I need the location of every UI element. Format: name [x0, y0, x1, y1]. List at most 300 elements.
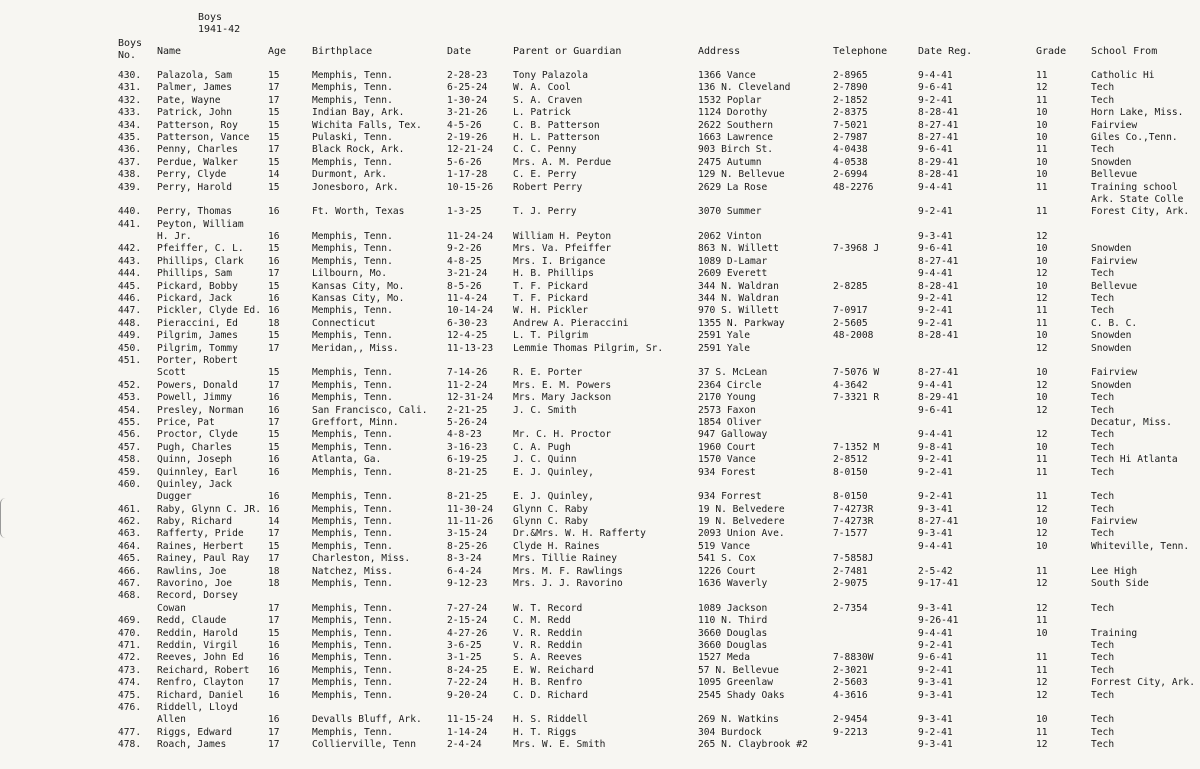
address: 1355 N. Parkway [698, 317, 785, 329]
date-registered: 9-4-41 [918, 627, 953, 639]
student-name: Perry, Thomas [157, 206, 233, 218]
date-registered: 9-6-41 [918, 144, 953, 156]
table-row [0, 95, 1200, 107]
age: 17 [268, 379, 280, 391]
age: 16 [268, 664, 280, 676]
date-registered: 9-2-41 [918, 466, 953, 478]
birthplace: Memphis, Tenn. [312, 466, 393, 478]
parent-guardian: H. S. Riddell [513, 714, 589, 726]
age: 17 [268, 82, 280, 94]
table-row [0, 665, 1200, 677]
grade: 12 [1036, 689, 1048, 701]
table-row [0, 479, 1200, 491]
entry-number: 462. [118, 516, 142, 528]
student-name: Patterson, Roy [157, 119, 238, 131]
table-row [0, 194, 1200, 206]
header-date-reg: Date Reg. [918, 46, 973, 57]
student-name: Pilgrim, Tommy [157, 342, 238, 354]
parent-guardian: H. B. Renfro [513, 677, 583, 689]
telephone: 7-8830W [833, 652, 874, 664]
age: 15 [268, 181, 280, 193]
entry-number: 457. [118, 441, 142, 453]
birthplace: Memphis, Tenn. [312, 305, 393, 317]
entry-number: 469. [118, 615, 142, 627]
table-row [0, 640, 1200, 652]
address: 1366 Vance [698, 70, 756, 81]
student-name: Reddin, Virgil [157, 639, 238, 651]
school-from: Snowden [1091, 156, 1132, 168]
telephone: 2-8375 [833, 107, 868, 119]
parent-guardian: E. J. Quinley, [513, 466, 594, 478]
grade: 12 [1036, 739, 1048, 751]
table-row [0, 429, 1200, 441]
entry-number: 455. [118, 416, 142, 428]
parent-guardian: Glynn C. Raby [513, 503, 589, 515]
entry-number: 456. [118, 429, 142, 441]
parent-guardian: S. A. Craven [513, 94, 583, 106]
parent-guardian: E. W. Reichard [513, 664, 594, 676]
entry-number: 453. [118, 392, 142, 404]
birthplace: Memphis, Tenn. [312, 627, 393, 639]
birthplace: Pulaski, Tenn. [312, 131, 393, 143]
entry-number: 476. [118, 701, 142, 713]
birth-date: 6-19-25 [447, 454, 488, 466]
age: 17 [268, 94, 280, 106]
birthplace: Indian Bay, Ark. [312, 107, 405, 119]
table-row [0, 367, 1200, 379]
age: 16 [268, 255, 280, 267]
school-from: Tech [1091, 689, 1115, 701]
telephone: 2-8512 [833, 454, 868, 466]
birth-date: 7-22-24 [447, 677, 488, 689]
birthplace: Memphis, Tenn. [312, 516, 393, 528]
date-registered: 2-5-42 [918, 565, 953, 577]
grade: 11 [1036, 466, 1048, 478]
grade: 11 [1036, 305, 1048, 317]
birthplace: Natchez, Miss. [312, 565, 393, 577]
date-registered: 9-3-41 [918, 231, 953, 243]
birthplace: Greffort, Minn. [312, 416, 399, 428]
date-registered: 8-27-41 [918, 131, 959, 143]
school-from: Tech [1091, 739, 1115, 751]
telephone: 7-3968 J [833, 243, 880, 255]
birth-date: 2-28-23 [447, 70, 488, 81]
date-registered: 8-27-41 [918, 516, 959, 528]
address: 269 N. Watkins [698, 714, 779, 726]
table-row [0, 739, 1200, 751]
telephone: 48-2276 [833, 181, 874, 193]
student-name: Patterson, Vance [157, 131, 250, 143]
address: 2062 Vinton [698, 231, 762, 243]
grade: 10 [1036, 540, 1048, 552]
grade: 10 [1036, 714, 1048, 726]
table-row [0, 281, 1200, 293]
student-name: Richard, Daniel [157, 689, 244, 701]
student-name: Pate, Wayne [157, 94, 221, 106]
table-row [0, 330, 1200, 342]
birthplace: Durmont, Ark. [312, 169, 388, 181]
age: 17 [268, 144, 280, 156]
table-row [0, 677, 1200, 689]
age: 17 [268, 553, 280, 565]
header-parent: Parent or Guardian [513, 46, 622, 57]
school-from: Tech [1091, 82, 1115, 94]
birth-date: 9-2-26 [447, 243, 482, 255]
table-row [0, 405, 1200, 417]
telephone: 4-3642 [833, 379, 868, 391]
age: 14 [268, 516, 280, 528]
student-name: Raby, Richard [157, 516, 233, 528]
telephone: 2-7987 [833, 131, 868, 143]
date-registered: 9-2-41 [918, 206, 953, 218]
age: 16 [268, 503, 280, 515]
address: 110 N. Third [698, 615, 768, 627]
date-registered: 9-6-41 [918, 404, 953, 416]
school-from: Tech [1091, 293, 1115, 305]
address: 2170 Young [698, 392, 756, 404]
sheet-title [198, 12, 240, 36]
student-name: Palazola, Sam [157, 70, 233, 81]
student-name: Porter, Robert [157, 354, 238, 366]
date-registered: 9-6-41 [918, 243, 953, 255]
student-name: Phillips, Clark [157, 255, 244, 267]
student-name: Quinley, Jack [157, 478, 233, 490]
grade: 11 [1036, 70, 1048, 81]
parent-guardian: C. A. Pugh [513, 441, 571, 453]
date-registered: 9-2-41 [918, 305, 953, 317]
birth-date: 8-21-25 [447, 491, 488, 503]
table-row [0, 219, 1200, 231]
telephone: 2-8285 [833, 280, 868, 292]
age: 15 [268, 330, 280, 342]
grade: 12 [1036, 342, 1048, 354]
telephone: 2-7481 [833, 565, 868, 577]
entry-number: 446. [118, 293, 142, 305]
school-from: C. B. C. [1091, 317, 1138, 329]
parent-guardian: C. D. Richard [513, 689, 589, 701]
address: 136 N. Cleveland [698, 82, 791, 94]
parent-guardian: L. Patrick [513, 107, 571, 119]
address: 519 Vance [698, 540, 750, 552]
birthplace: Memphis, Tenn. [312, 615, 393, 627]
date-registered: 9-3-41 [918, 714, 953, 726]
parent-guardian: T. F. Pickard [513, 293, 589, 305]
birthplace: Ft. Worth, Texas [312, 206, 405, 218]
birth-date: 3-21-24 [447, 268, 488, 280]
telephone: 7-4273R [833, 503, 874, 515]
table-row [0, 417, 1200, 429]
age: 15 [268, 119, 280, 131]
age: 15 [268, 70, 280, 81]
table-row [0, 590, 1200, 602]
birth-date: 3-16-23 [447, 441, 488, 453]
entry-number: 463. [118, 528, 142, 540]
grade: 10 [1036, 627, 1048, 639]
date-registered: 9-3-41 [918, 503, 953, 515]
birthplace: Kansas City, Mo. [312, 293, 405, 305]
grade: 11 [1036, 491, 1048, 503]
student-name: Pugh, Charles [157, 441, 233, 453]
school-from: Training school [1091, 181, 1178, 193]
entry-number: 454. [118, 404, 142, 416]
school-from: Giles Co.,Tenn. [1091, 131, 1178, 143]
parent-guardian: Mrs. Va. Pfeiffer [513, 243, 612, 255]
age: 15 [268, 627, 280, 639]
address: 1854 Oliver [698, 416, 762, 428]
address: 2591 Yale [698, 342, 750, 354]
parent-guardian: S. A. Reeves [513, 652, 583, 664]
grade: 10 [1036, 441, 1048, 453]
date-registered: 9-2-41 [918, 317, 953, 329]
grade: 10 [1036, 330, 1048, 342]
school-from: Tech Hi Atlanta [1091, 454, 1178, 466]
date-registered: 9-2-41 [918, 94, 953, 106]
student-name: Riggs, Edward [157, 726, 233, 738]
title-line-2: 1941-42 [198, 24, 241, 35]
age: 17 [268, 268, 280, 280]
birthplace: Jonesboro, Ark. [312, 181, 399, 193]
table-row [0, 504, 1200, 516]
table-row [0, 132, 1200, 144]
address: 2573 Faxon [698, 404, 756, 416]
date-registered: 9-3-41 [918, 689, 953, 701]
parent-guardian: J. C. Quinn [513, 454, 577, 466]
age: 15 [268, 367, 280, 379]
age: 17 [268, 677, 280, 689]
grade: 12 [1036, 379, 1048, 391]
student-name: Pilgrim, James [157, 330, 238, 342]
age: 15 [268, 280, 280, 292]
entry-number: 475. [118, 689, 142, 701]
birth-date: 7-14-26 [447, 367, 488, 379]
entry-number: 459. [118, 466, 142, 478]
table-row [0, 182, 1200, 194]
telephone: 7-5858J [833, 553, 874, 565]
age: 15 [268, 131, 280, 143]
date-registered: 9-4-41 [918, 181, 953, 193]
address: 1570 Vance [698, 454, 756, 466]
birthplace: Memphis, Tenn. [312, 540, 393, 552]
parent-guardian: W. A. Cool [513, 82, 571, 94]
birthplace: Wichita Falls, Tex. [312, 119, 422, 131]
birthplace: Memphis, Tenn. [312, 491, 393, 503]
address: 863 N. Willett [698, 243, 779, 255]
birthplace: Memphis, Tenn. [312, 156, 393, 168]
address: 1532 Poplar [698, 94, 762, 106]
parent-guardian: H. B. Phillips [513, 268, 594, 280]
grade: 12 [1036, 503, 1048, 515]
parent-guardian: V. R. Reddin [513, 639, 583, 651]
school-from: Tech [1091, 268, 1115, 280]
address: 304 Burdock [698, 726, 762, 738]
parent-guardian: V. R. Reddin [513, 627, 583, 639]
birthplace: Memphis, Tenn. [312, 726, 393, 738]
school-from: Tech [1091, 652, 1115, 664]
birth-date: 1-30-24 [447, 94, 488, 106]
parent-guardian: H. T. Riggs [513, 726, 577, 738]
telephone: 7-0917 [833, 305, 868, 317]
table-row [0, 256, 1200, 268]
birth-date: 5-26-24 [447, 416, 488, 428]
address: 2364 Circle [698, 379, 762, 391]
birthplace: Memphis, Tenn. [312, 689, 393, 701]
grade: 12 [1036, 578, 1048, 590]
table-row [0, 553, 1200, 565]
grade: 12 [1036, 293, 1048, 305]
age: 16 [268, 231, 280, 243]
date-registered: 9-4-41 [918, 540, 953, 552]
birthplace: Memphis, Tenn. [312, 231, 393, 243]
parent-guardian: C. M. Redd [513, 615, 571, 627]
student-name: Rawlins, Joe [157, 565, 227, 577]
birth-date: 2-4-24 [447, 739, 482, 751]
entry-number: 478. [118, 739, 142, 751]
student-name: Pfeiffer, C. L. [157, 243, 244, 255]
address: 541 S. Cox [698, 553, 756, 565]
entry-number: 452. [118, 379, 142, 391]
birth-date: 2-15-24 [447, 615, 488, 627]
entry-number: 437. [118, 156, 142, 168]
entry-number: 472. [118, 652, 142, 664]
header-birthplace: Birthplace [312, 46, 373, 57]
table-row [0, 293, 1200, 305]
birth-date: 8-3-24 [447, 553, 482, 565]
address: 2622 Southern [698, 119, 774, 131]
birth-date: 8-24-25 [447, 664, 488, 676]
parent-guardian: T. F. Pickard [513, 280, 589, 292]
birth-date: 4-8-25 [447, 255, 482, 267]
birthplace: Lilbourn, Mo. [312, 268, 388, 280]
table-row [0, 578, 1200, 590]
registry-rows [0, 70, 1200, 751]
address: 19 N. Belvedere [698, 516, 785, 528]
address: 1636 Waverly [698, 578, 768, 590]
school-from: Fairview [1091, 367, 1138, 379]
entry-number: 451. [118, 354, 142, 366]
entry-number: 444. [118, 268, 142, 280]
header-name: Name [157, 46, 182, 57]
birthplace: Memphis, Tenn. [312, 677, 393, 689]
telephone: 4-0538 [833, 156, 868, 168]
entry-number: 436. [118, 144, 142, 156]
school-from: Tech [1091, 503, 1115, 515]
student-name: Phillips, Sam [157, 268, 233, 280]
date-registered: 9-8-41 [918, 441, 953, 453]
grade: 12 [1036, 602, 1048, 614]
grade: 12 [1036, 231, 1048, 243]
telephone: 48-2008 [833, 330, 874, 342]
age: 16 [268, 404, 280, 416]
school-from: Ark. State Colle [1091, 193, 1184, 205]
telephone: 7-3321 R [833, 392, 880, 404]
table-row [0, 70, 1200, 82]
student-name: Dugger [157, 491, 192, 503]
student-name: Record, Dorsey [157, 590, 238, 602]
age: 16 [268, 652, 280, 664]
telephone: 7-1577 [833, 528, 868, 540]
birth-date: 1-3-25 [447, 206, 482, 218]
student-name: Scott [157, 367, 186, 379]
entry-number: 460. [118, 478, 142, 490]
entry-number: 458. [118, 454, 142, 466]
birthplace: Memphis, Tenn. [312, 392, 393, 404]
birthplace: Atlanta, Ga. [312, 454, 382, 466]
school-from: Forest City, Ark. [1091, 206, 1190, 218]
grade: 11 [1036, 664, 1048, 676]
student-name: Raby, Glynn C. JR. [157, 503, 261, 515]
parent-guardian: W. H. Pickler [513, 305, 589, 317]
telephone: 8-0150 [833, 466, 868, 478]
age: 16 [268, 293, 280, 305]
grade: 12 [1036, 429, 1048, 441]
birth-date: 1-14-24 [447, 726, 488, 738]
date-registered: 9-2-41 [918, 491, 953, 503]
address: 934 Forest [698, 466, 756, 478]
grade: 11 [1036, 181, 1048, 193]
birth-date: 12-31-24 [447, 392, 494, 404]
age: 16 [268, 689, 280, 701]
grade: 10 [1036, 516, 1048, 528]
school-from: Tech [1091, 392, 1115, 404]
telephone: 9-2213 [833, 726, 868, 738]
grade: 11 [1036, 317, 1048, 329]
telephone: 4-3616 [833, 689, 868, 701]
date-registered: 8-29-41 [918, 392, 959, 404]
school-from: Bellevue [1091, 169, 1138, 181]
student-name: Redd, Claude [157, 615, 227, 627]
student-name: H. Jr. [157, 231, 192, 243]
date-registered: 9-3-41 [918, 528, 953, 540]
grade: 10 [1036, 367, 1048, 379]
parent-guardian: Mrs. I. Brigance [513, 255, 606, 267]
address: 1124 Dorothy [698, 107, 768, 119]
address: 903 Birch St. [698, 144, 774, 156]
entry-number: 468. [118, 590, 142, 602]
student-name: Roach, James [157, 739, 227, 751]
table-row [0, 144, 1200, 156]
school-from: Forrest City, Ark. [1091, 677, 1195, 689]
age: 16 [268, 392, 280, 404]
student-name: Rainey, Paul Ray [157, 553, 250, 565]
date-registered: 8-27-41 [918, 255, 959, 267]
grade: 11 [1036, 652, 1048, 664]
address: 947 Galloway [698, 429, 768, 441]
table-row [0, 454, 1200, 466]
date-registered: 8-29-41 [918, 156, 959, 168]
address: 1226 Court [698, 565, 756, 577]
address: 970 S. Willett [698, 305, 779, 317]
table-row [0, 206, 1200, 218]
parent-guardian: Mrs. Mary Jackson [513, 392, 612, 404]
school-from: Horn Lake, Miss. [1091, 107, 1184, 119]
entry-number: 435. [118, 131, 142, 143]
telephone: 2-5603 [833, 677, 868, 689]
age: 18 [268, 565, 280, 577]
table-row [0, 82, 1200, 94]
student-name: Allen [157, 714, 186, 726]
student-name: Pickard, Jack [157, 293, 233, 305]
table-row [0, 231, 1200, 243]
birth-date: 7-27-24 [447, 602, 488, 614]
school-from: Tech [1091, 94, 1115, 106]
date-registered: 9-17-41 [918, 578, 959, 590]
birth-date: 11-11-26 [447, 516, 494, 528]
grade: 10 [1036, 131, 1048, 143]
age: 15 [268, 429, 280, 441]
birthplace: Memphis, Tenn. [312, 379, 393, 391]
header-grade: Grade [1036, 46, 1067, 57]
age: 17 [268, 739, 280, 751]
